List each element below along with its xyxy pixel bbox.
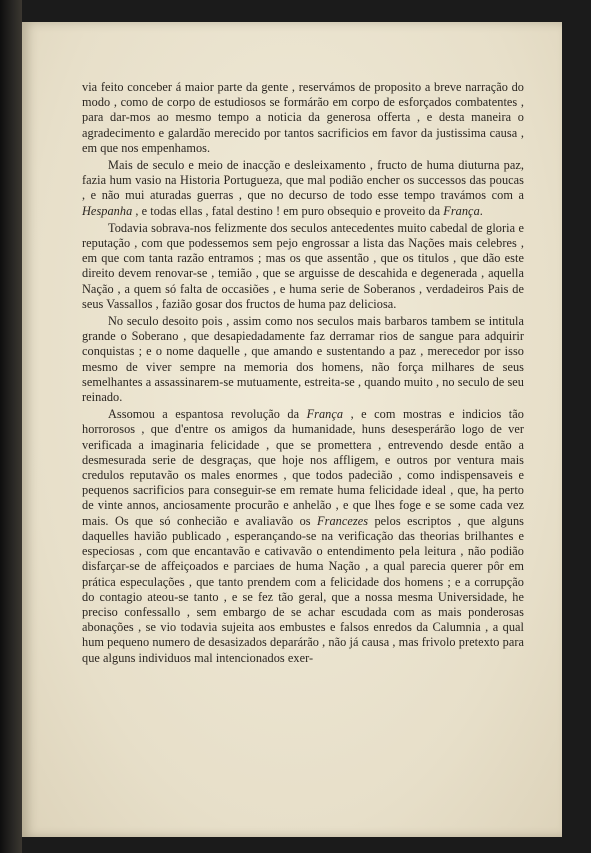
paragraph-5-text-after: pelos escriptos , que alguns daquelles havião publicado , esperançando-se na verificação das theorias brilhantes e especiosas , com que encantavão e cativavão o entendimento pela leitura , não podião disfarçar-se de affeiçoados e parciaes de huma Nação , a qual parecia querer pôr em prática especulações , que tanto prendem com a felicidade dos homens ; e a corrupção do contagio ateou-se tanto , e se fez tão geral, que a nossa mesma Universidade, he preciso confessallo , sem embargo de se achar escudada com as mais ponderosas abonações , se vio todavia sujeita aos embustes e falsos enredos da Calumnia , a qual hum pequeno numero de desasizados deparárão , não já causa , mas frivolo pretexto para que alguns individuos mal intencionados exer- [82, 513, 528, 665]
paragraph-2-text-before: Mais de seculo e meio de inacção e desleixamento , fructo de huma diuturna paz, fazia hum vasio na Historia Portugueza, que mal podião encher os successos das poucas , e não mui aturadas guerras , que no decurso de todo esse tempo travámos com a [82, 158, 528, 203]
paragraph-5-italic-franca: França [306, 407, 344, 422]
body-text [82, 80, 528, 668]
paragraph-5-text-before: Assomou a espantosa revolução da [108, 407, 307, 422]
paragraph-2-italic-franca: França [443, 203, 480, 218]
paragraph-1-text: via feito conceber á maior parte da gente , reservámos de proposito a breve narração do modo , como de corpo de estudiosos se formárão em corpo de esforçados combatentes , para dar-mos ao mesmo tempo a noticia da generosa offerta , e desta maneira o agradecimento e galardão merecido por tantos sacrificios em favor da justissima causa , em que nos empenhamos. [82, 80, 528, 155]
book-gutter [0, 0, 22, 853]
paragraph-5-italic-francezes: Francezes [317, 513, 369, 528]
paragraph-2-italic-hespanha: Hespanha [82, 203, 133, 218]
paragraph-2-text-middle: , e todas ellas , fatal destino ! em puro obsequio e proveito da [132, 203, 444, 218]
paragraph-4 [82, 314, 528, 405]
paragraph-3-text: Todavia sobrava-nos felizmente dos seculos antecedentes muito cabedal de gloria e reputação , com que podessemos sem pejo engrossar a lista das Nações mais celebres , em que com tanta razão entramos ; mas os que assentão , que os titulos , que dão este direito devem renovar-se , temião , que se arguisse de descahida e degenerada , aquella Nação , a quem só falta de occasiões , e huma serie de Soberanos , verdadeiros Pais de seus Vassallos , fazião gosar dos fructos de huma paz deliciosa. [82, 220, 528, 311]
paragraph-2 [82, 158, 528, 219]
paragraph-5-text-middle: , e com mostras e indicios tão horrorosos , que d'entre os amigos da humanidade, huns desesperárão logo de ver verificada a imaginaria felicidade , que se promettera , entrevendo desde então a desmesurada serie de desgraças, que hoje nos affligem, e outros por ventura mais credulos reputavão os males enormes , que todos padecião , como indispensaveis e pequenos sacrificios para conseguir-se em remate huma felicidade ideal , que, ha perto de vinte annos, anciosamente procurão e anhelão , e que lhes foge e se some cada vez mais. Os que só conhecião e avaliavão os [82, 407, 528, 528]
paragraph-1 [82, 80, 528, 156]
paragraph-4-text: No seculo desoito pois , assim como nos seculos mais barbaros tambem se intitula grande o Soberano , que desapiedadamente faz derramar rios de sangue para adquirir conquistas ; e o nome daquelle , que amando e sustentando a paz , merecedor por isso mesmo de viver sempre na memoria dos homens, não força milhares de seus semelhantes a assassinarem-se mutuamente, estreita-se , quando muito , no seculo de seu reinado. [82, 314, 528, 405]
paragraph-5 [82, 407, 528, 665]
paragraph-3 [82, 220, 528, 312]
paper-sheet [22, 22, 562, 837]
paragraph-2-text-after: . [479, 203, 483, 218]
